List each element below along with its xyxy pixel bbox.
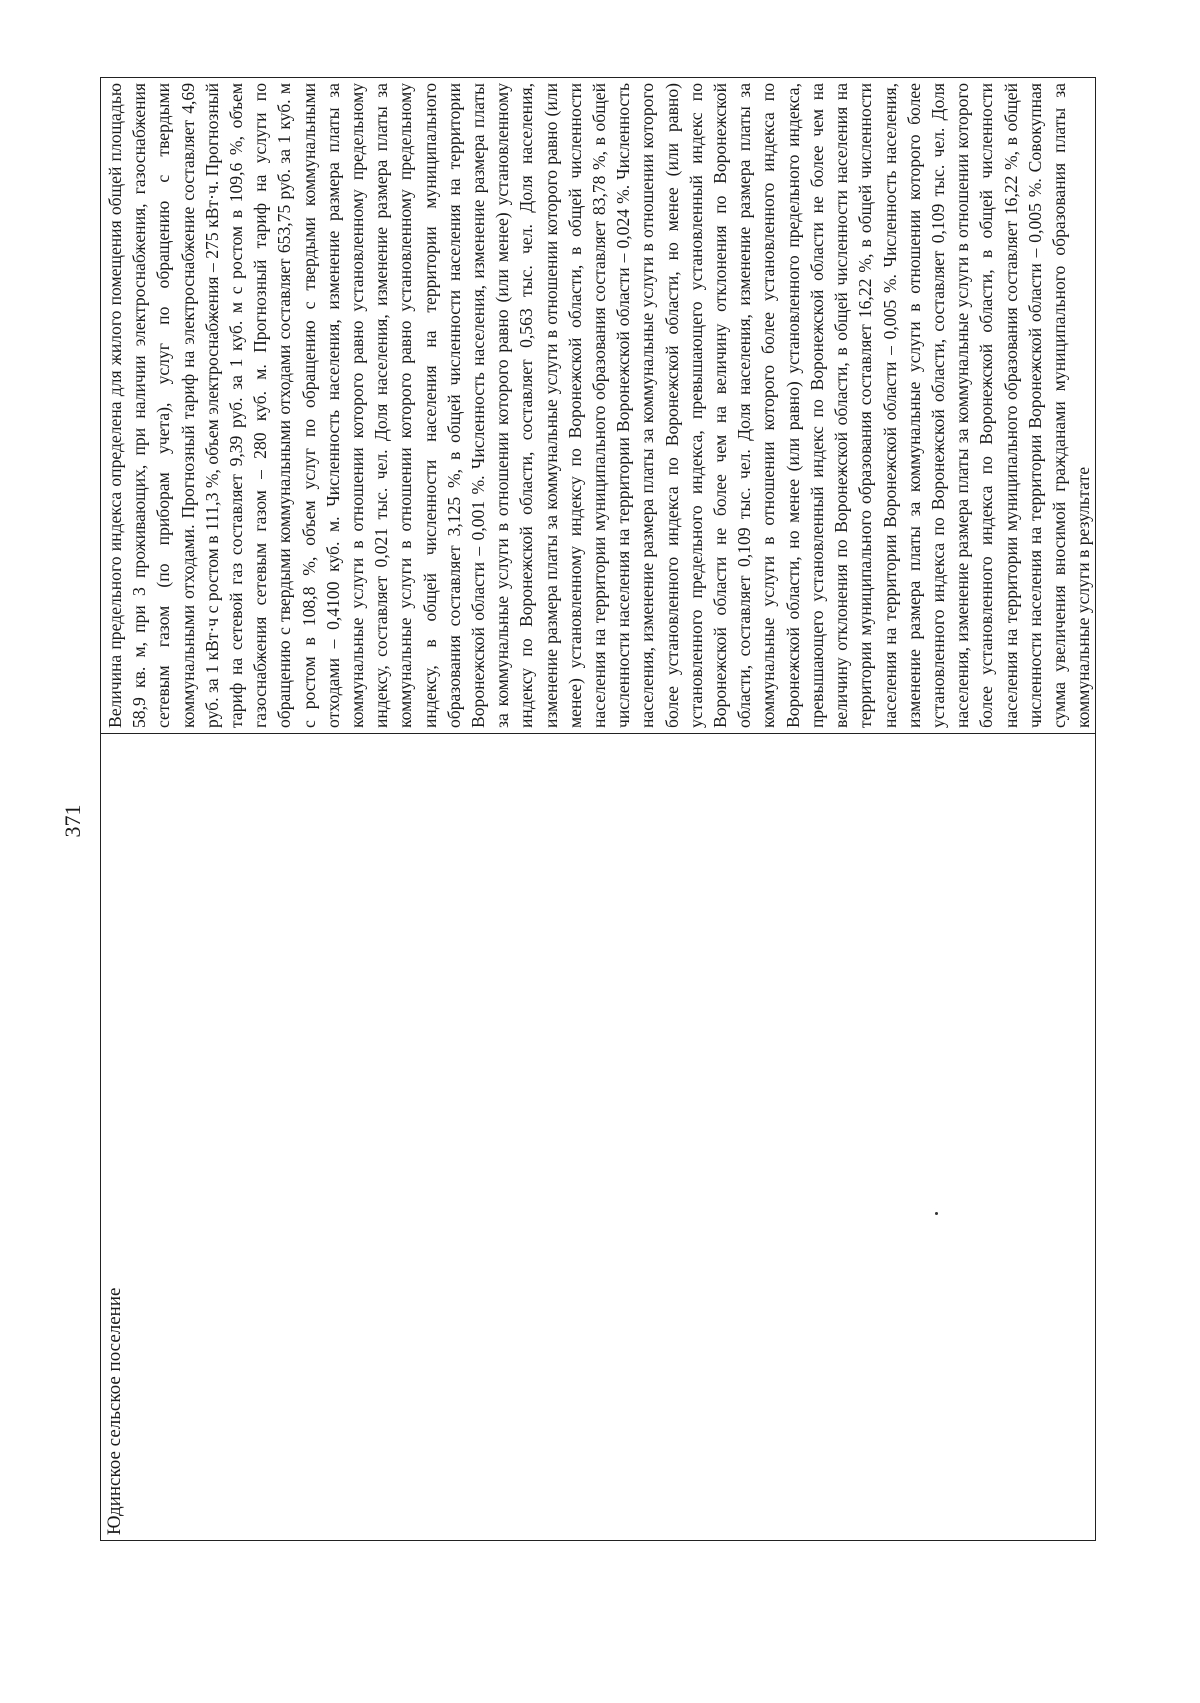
settlement-name: Юдинское сельское поселение: [104, 1287, 125, 1535]
page-number: 371: [60, 804, 85, 838]
table-row: [101, 78, 1096, 1541]
settlement-cell: [101, 734, 1096, 1541]
tariff-table: [100, 77, 1096, 1541]
rotated-page: [100, 77, 1094, 1541]
scan-artifact-dot: [935, 1212, 938, 1215]
description-text: Величина предельного индекса определена для жилого помещения общей площадью 58,9 кв. м, при 3 проживающих, при наличии электроснабжения, газоснабжения сетевым газом (по приборам учета), услуг по обращению с твердыми коммунальными отходами. Прогнозный тариф на электроснабжение составляет 4,69 руб. за 1 кВт·ч с ростом в 111,3 %, объем электроснабжения – 275 кВт·ч. Прогнозный тариф на сетевой газ составляет 9,39 руб. за 1 куб. м с ростом в 109,6 %, объем газоснабжения сетевым газом – 280 куб. м. Прогнозный тариф на услуги по обращению с твердыми коммунальными отходами составляет 653,75 руб. за 1 куб. м с ростом в 108,8 %, объем услуг по обращению с твердыми коммунальными отходами – 0,4100 куб. м. Численность населения, изменение размера платы за коммунальные услуги в отношении которого равно установленному предельному индексу, составляет 0,021 тыс. чел. Доля населения, изменение размера платы за коммунальные услуги в отношении которого равно установленному предельному индексу, в общей численности населения на территории муниципального образования составляет 3,125 %, в общей численности населения на территории Воронежской области – 0,001 %. Численность населения, изменение размера платы за коммунальные услуги в отношении которого равно (или менее) установленному индексу по Воронежской области, составляет 0,563 тыс. чел. Доля населения, изменение размера платы за коммунальные услуги в отношении которого равно (или менее) установленному индексу по Воронежской области, в общей численности населения на территории муниципального образования составляет 83,78 %, в общей численности населения на территории Воронежской области – 0,024 %. Численность населения, изменение размера платы за коммунальные услуги в отношении которого более установленного индекса по Воронежской области, но менее (или равно) установленного предельного индекса, превышающего установленный индекс по Воронежской области не более чем на величину отклонения по Воронежской области, составляет 0,109 тыс. чел. Доля населения, изменение размера платы за коммунальные услуги в отношении которого более установленного индекса по Воронежской области, но менее (или равно) установленного предельного индекса, превышающего установленный индекс по Воронежской области не более чем на величину отклонения по Воронежской области, в общей численности населения на территории муниципального образования составляет 16,22 %, в общей численности населения на территории Воронежской области – 0,005 %. Численность населения, изменение размера платы за коммунальные услуги в отношении которого более установленного индекса по Воронежской области, составляет 0,109 тыс. чел. Доля населения, изменение размера платы за коммунальные услуги в отношении которого более установленного индекса по Воронежской области, в общей численности населения на территории муниципального образования составляет 16,22 %, в общей численности населения на территории Воронежской области – 0,005 %. Совокупная сумма увеличения вносимой гражданами муниципального образования платы за коммунальные услуги в результате: [105, 83, 1094, 728]
description-cell: [101, 78, 1096, 734]
